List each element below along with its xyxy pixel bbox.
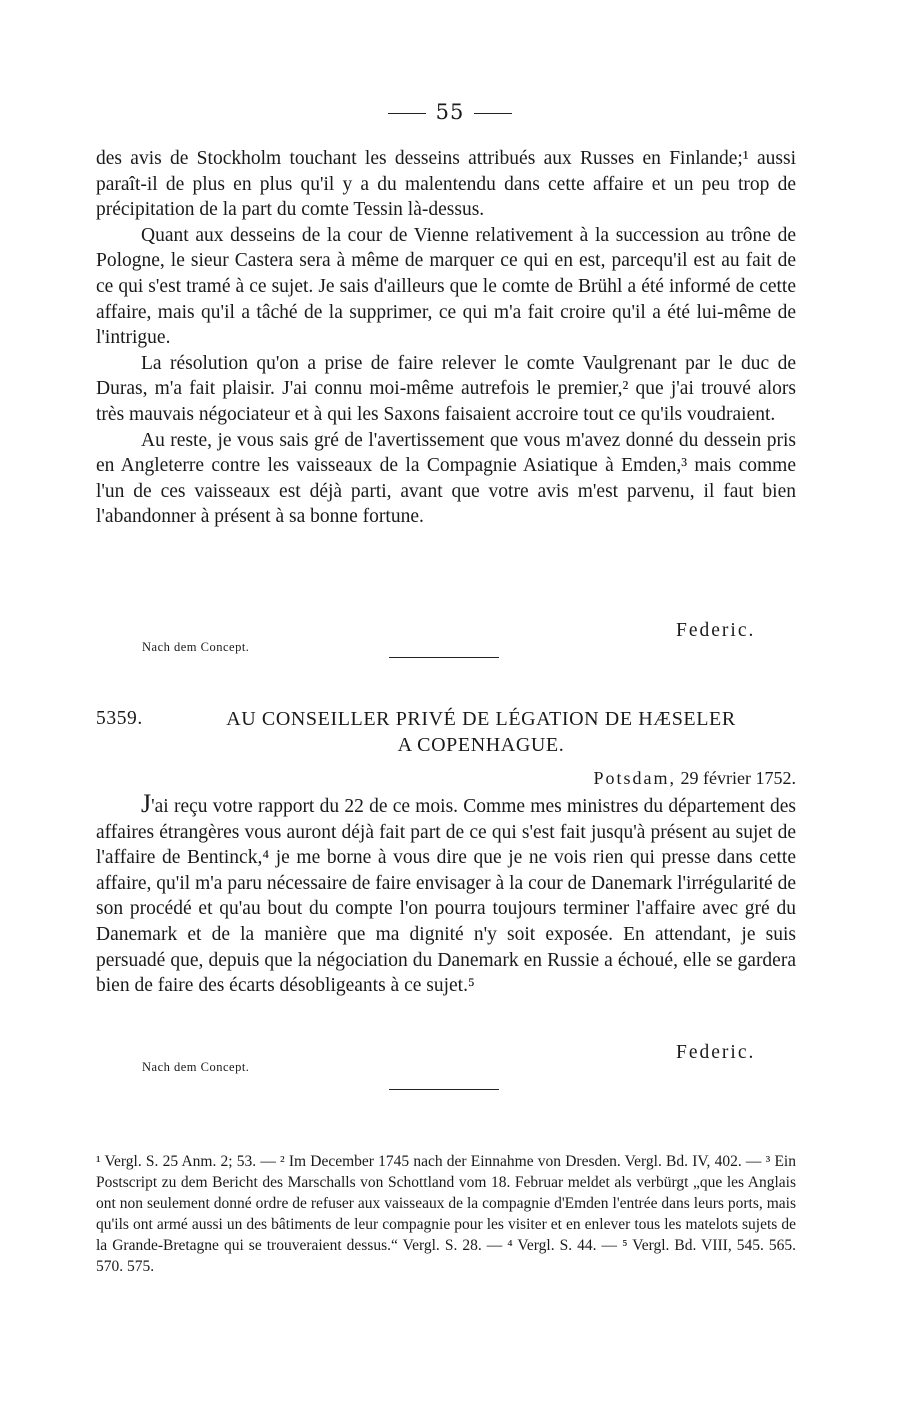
place-date <box>594 768 796 789</box>
section2-source-note: Nach dem Concept. <box>142 1060 250 1074</box>
section2-end-rule <box>389 1089 499 1090</box>
section1-paragraph-3: La résolution qu'on a prise de faire relever le comte Vaulgrenant par le duc de Duras, m'a fait plaisir. J'ai connu moi-même autrefois le premier,² que j'ai trouvé alors très mauvais négociateur et à qui les Saxons faisaient accroire tout ce qu'ils voudraient. <box>96 352 796 425</box>
page-number-dash-left <box>388 113 426 114</box>
page-number-dash-right <box>474 113 512 114</box>
letter-number: 5359. <box>96 708 143 729</box>
section1-end-rule <box>389 657 499 658</box>
page-number-line <box>0 100 900 124</box>
section2-text: 'ai reçu votre rapport du 22 de ce mois. Comme mes ministres du département des affaires étrangères vous auront déjà fait part de ce qui s'est fait jusqu'à présent au sujet de l'affaire de Bentinck,⁴ je me borne à vous dire que je ne vois rien qui presse dans cette affaire, qu'il m'a paru nécessaire de faire envisager à la cour de Danemark l'irrégularité de son procédé et qu'au bout du compte l'on pourra toujours terminer l'affaire avec gré du Danemark et de la manière que ma dignité n'y soit exposée. En attendant, je suis persuadé que, depuis que la négociation du Danemark en Russie a échoué, elle se gardera bien de faire des écarts désobligeants à ce sujet.⁵ <box>96 796 796 997</box>
heading-line-1: AU CONSEILLER PRIVÉ DE LÉGATION DE HÆSELER <box>226 708 736 730</box>
place-name: Potsdam, <box>593 768 677 788</box>
section1-paragraph-2: Quant aux desseins de la cour de Vienne relativement à la succession au trône de Pologne, le sieur Castera sera à même de marquer ce qui en est, parcequ'il est au fait de ce qui s'est tramé à ce sujet. Je sais d'ailleurs que le comte de Brühl a été informé de cette affaire, mais qu'il a tâché de la supprimer, ce qui m'a fait croire qu'il a été lui-même de l'intrigue. <box>96 224 796 349</box>
letter-heading <box>96 706 796 758</box>
section1-signature: Federic. <box>676 620 756 641</box>
section2-signature: Federic. <box>676 1042 756 1063</box>
section1-body <box>96 146 796 530</box>
section2-body <box>96 789 796 999</box>
drop-cap: J <box>141 789 152 818</box>
footnotes: ¹ Vergl. S. 25 Anm. 2; 53. — ² Im December 1745 nach der Einnahme von Dresden. Vergl. Bd. IV, 402. — ³ Ein Postscript zu dem Bericht des Marschalls von Schottland vom 18. Februar meldet als verbürgt „que les Anglais ont non seulement donné ordre de refuser aux vaisseaux de la compagnie d'Emden l'entrée dans leurs ports, mais qu'ils ont armé aussi un des bâtiments de leur compagnie pour les visiter et en enlever tous les matelots sujets de la Grande-Bretagne qui se trouveraient dessus.“ Vergl. S. 28. — ⁴ Vergl. S. 44. — ⁵ Vergl. Bd. VIII, 545. 565. 570. 575. <box>96 1153 796 1275</box>
section1-paragraph-4: Au reste, je vous sais gré de l'avertissement que vous m'avez donné du dessein pris en Angleterre contre les vaisseaux de la Compagnie Asiatique à Emden,³ mais comme l'un de ces vaisseaux est déjà parti, avant que votre avis m'est parvenu, il faut bien l'abandonner à présent à sa bonne fortune. <box>96 429 796 528</box>
section2-paragraph <box>96 789 796 999</box>
page-number: 55 <box>435 100 465 124</box>
section1-source-note: Nach dem Concept. <box>142 640 250 654</box>
section1-paragraph-1: des avis de Stockholm touchant les desseins attribués aux Russes en Finlande;¹ aussi paraît-il de plus en plus qu'il y a du malentendu dans cette affaire et un peu trop de précipitation de la part du comte Tessin là-dessus. <box>96 148 796 221</box>
letter-date: 29 février 1752. <box>680 768 796 788</box>
heading-line-2: A COPENHAGUE. <box>397 734 565 756</box>
